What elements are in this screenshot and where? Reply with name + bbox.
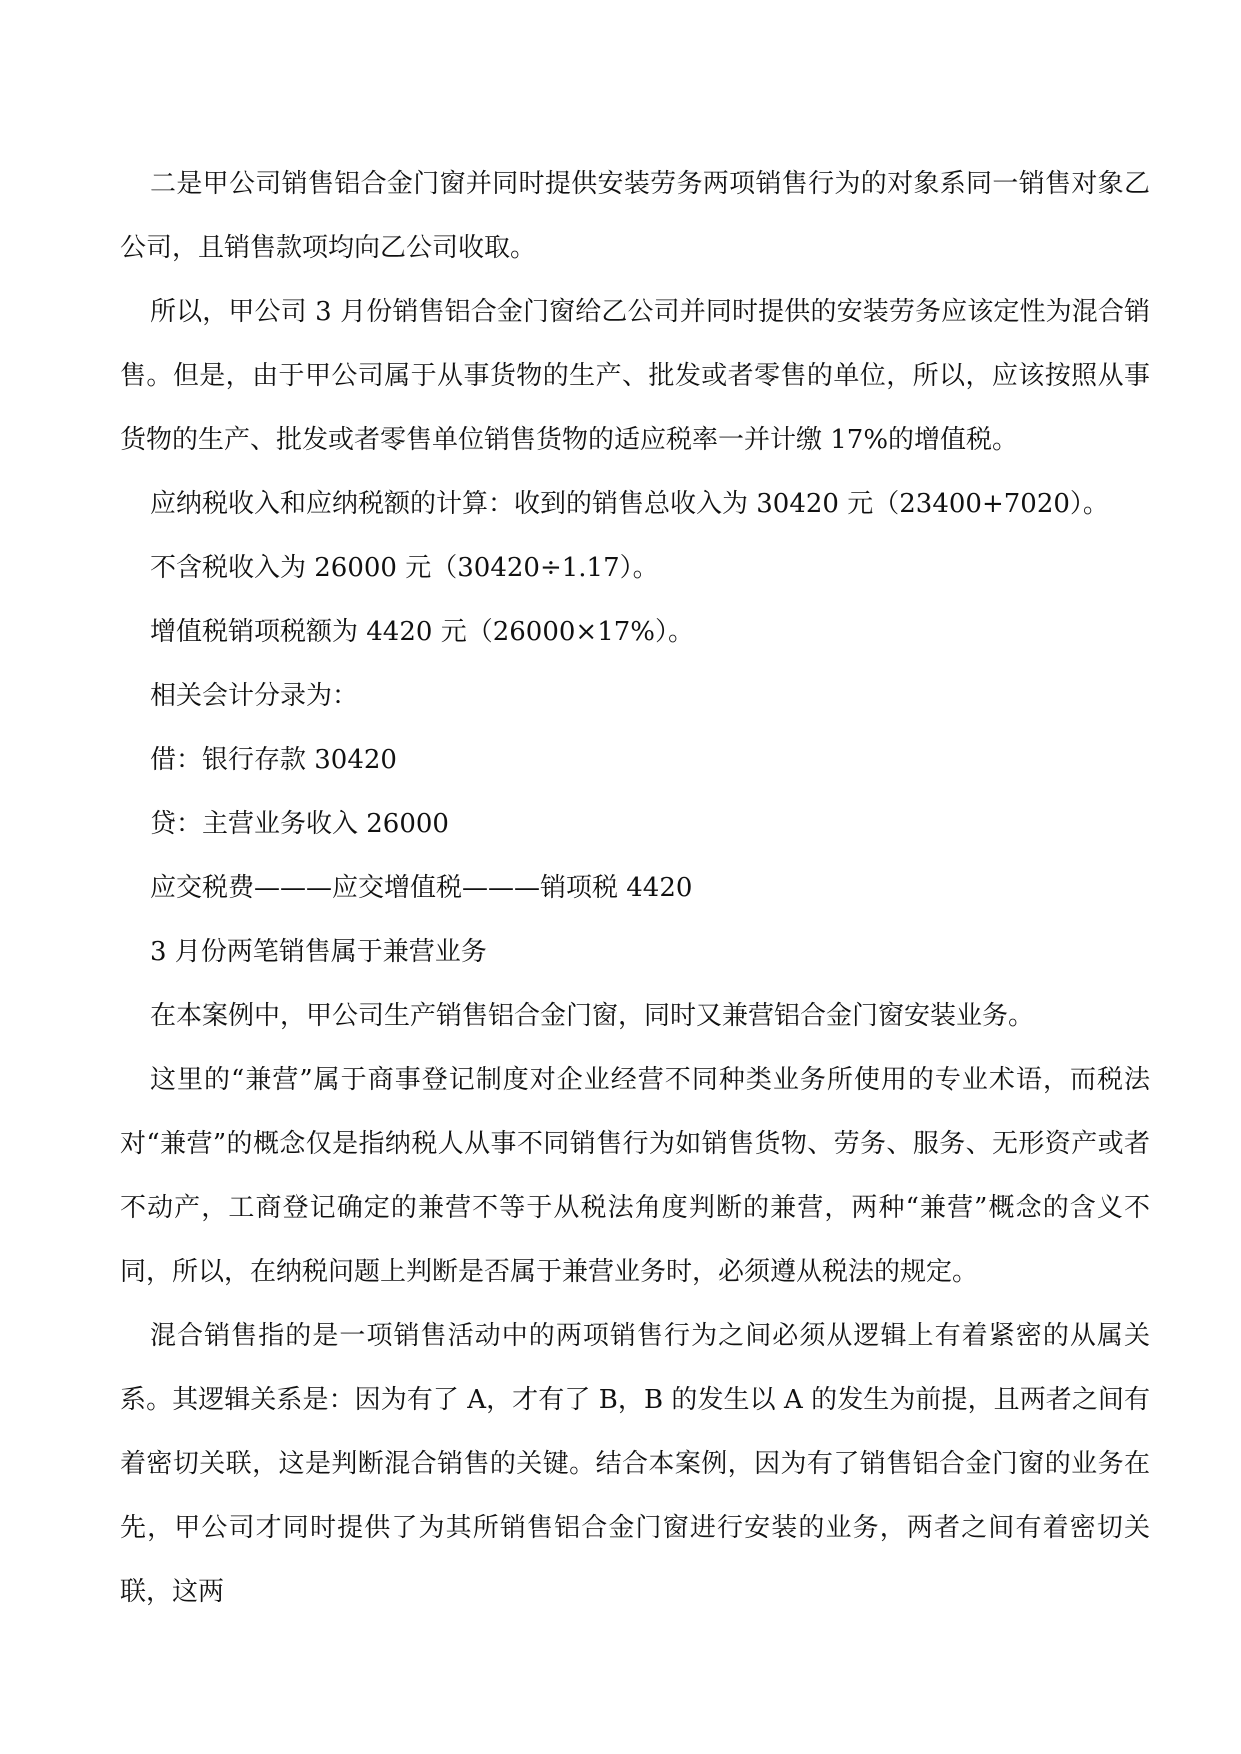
paragraph-credit-entry: 贷：主营业务收入 26000: [150, 809, 449, 839]
paragraph-output-vat: 增值税销项税额为 4420 元（26000×17%）。: [150, 617, 694, 647]
document-body: [120, 152, 1150, 1624]
paragraph-same-customer: 二是甲公司销售铝合金门窗并同时提供安装劳务两项销售行为的对象系同一销售对象乙公司，且销售款项均向乙公司收取。: [120, 169, 1150, 263]
paragraph-case-description: 在本案例中，甲公司生产销售铝合金门窗，同时又兼营铝合金门窗安装业务。: [150, 1001, 1035, 1031]
paragraph-journal-entry-heading: 相关会计分录为：: [150, 681, 359, 711]
paragraph-debit-entry: 借：银行存款 30420: [150, 745, 397, 775]
paragraph-mixed-sale-conclusion: 所以，甲公司 3 月份销售铝合金门窗给乙公司并同时提供的安装劳务应该定性为混合销售。但是，由于甲公司属于从事货物的生产、批发或者零售的单位，所以，应该按照从事货物的生产、批发或者零售单位销售货物的适应税率一并计缴 17%的增值税。: [120, 297, 1150, 455]
paragraph-mixed-sale-definition: 混合销售指的是一项销售活动中的两项销售行为之间必须从逻辑上有着紧密的从属关系。其逻辑关系是：因为有了 A，才有了 B，B 的发生以 A 的发生为前提，且两者之间有着密切关联，这是判断混合销售的关键。结合本案例，因为有了销售铝合金门窗的业务在先，甲公司才同时提供了为其所销售铝合金门窗进行安装的业务，两者之间有着密切关联，这两: [120, 1321, 1150, 1607]
paragraph-section-heading: 3 月份两笔销售属于兼营业务: [150, 937, 487, 967]
paragraph-pre-tax-income: 不含税收入为 26000 元（30420÷1.17）。: [150, 553, 659, 583]
paragraph-concurrent-business-definition: 这里的“兼营”属于商事登记制度对企业经营不同种类业务所使用的专业术语，而税法对“兼营”的概念仅是指纳税人从事不同销售行为如销售货物、劳务、服务、无形资产或者不动产，工商登记确定的兼营不等于从税法角度判断的兼营，两种“兼营”概念的含义不同，所以，在纳税问题上判断是否属于兼营业务时，必须遵从税法的规定。: [120, 1065, 1150, 1287]
paragraph-total-income: 应纳税收入和应纳税额的计算：收到的销售总收入为 30420 元（23400+7020）。: [150, 489, 1109, 519]
paragraph-tax-payable-entry: 应交税费———应交增值税———销项税 4420: [150, 873, 693, 903]
